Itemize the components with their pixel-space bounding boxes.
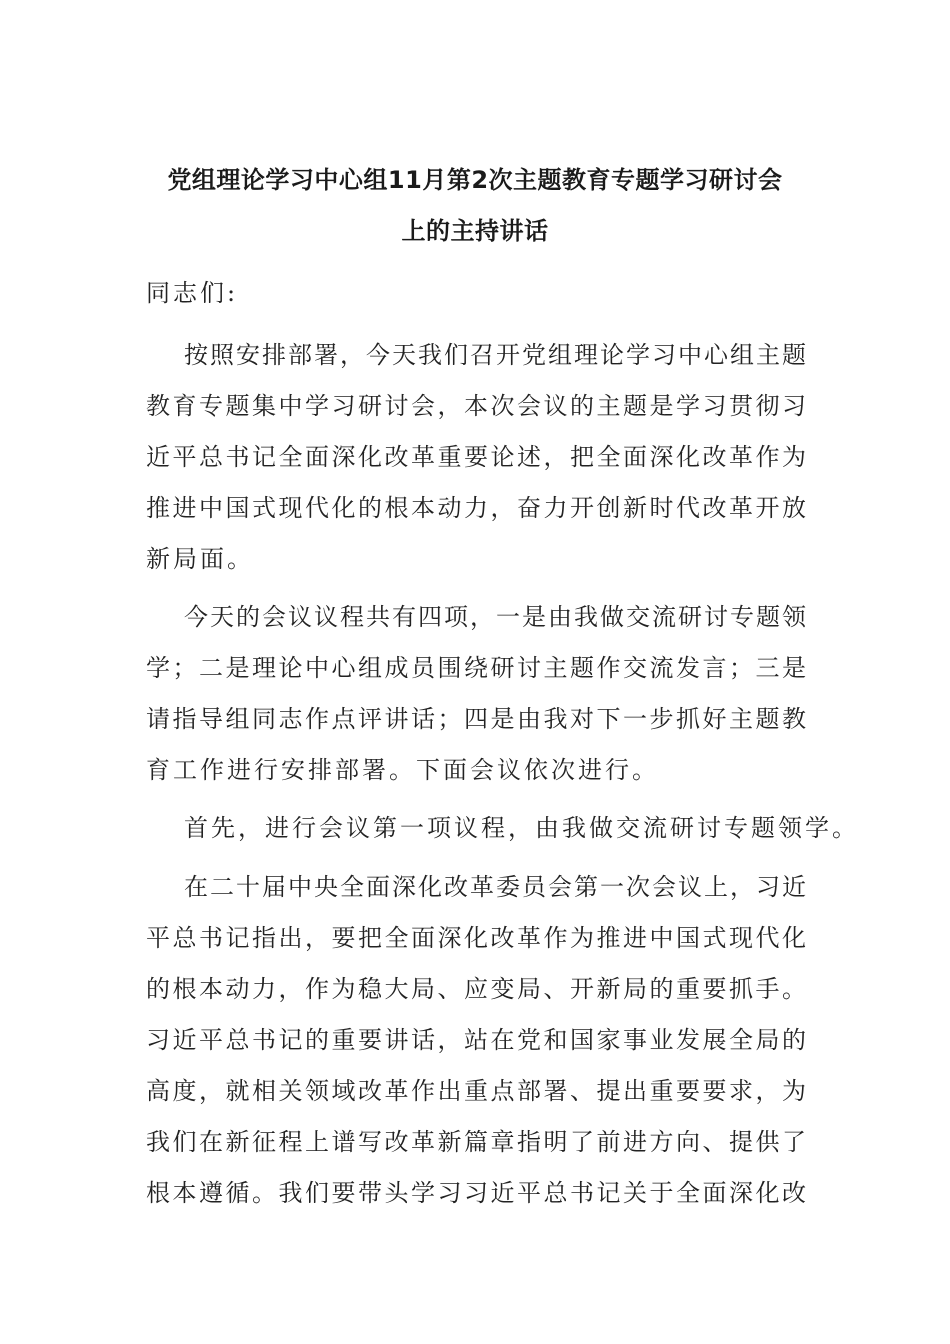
paragraph-2-line-1: 今天的会议议程共有四项，一是由我做交流研讨专题领 <box>184 603 806 631</box>
paragraph-4-line-4: 习近平总书记的重要讲话，站在党和国家事业发展全局的 <box>146 1026 806 1054</box>
paragraph-4-line-3: 的根本动力，作为稳大局、应变局、开新局的重要抓手。 <box>146 975 806 1003</box>
salutation: 同志们: <box>146 279 239 307</box>
paragraph-1-line-3: 近平总书记全面深化改革重要论述，把全面深化改革作为 <box>146 443 806 471</box>
document-title-line-1: 党组理论学习中心组11月第2次主题教育专题学习研讨会 <box>167 166 783 194</box>
document-title-line-2: 上的主持讲话 <box>401 217 549 245</box>
paragraph-4-line-2: 平总书记指出，要把全面深化改革作为推进中国式现代化 <box>146 924 806 952</box>
paragraph-4-line-5: 高度，就相关领域改革作出重点部署、提出重要要求，为 <box>146 1077 806 1105</box>
paragraph-1-line-4: 推进中国式现代化的根本动力，奋力开创新时代改革开放 <box>146 494 806 522</box>
paragraph-2-line-2: 学；二是理论中心组成员围绕研讨主题作交流发言；三是 <box>146 654 806 682</box>
paragraph-4-line-1: 在二十届中央全面深化改革委员会第一次会议上，习近 <box>184 873 806 901</box>
paragraph-2-line-4: 育工作进行安排部署。下面会议依次进行。 <box>146 756 659 784</box>
paragraph-4-line-7: 根本遵循。我们要带头学习习近平总书记关于全面深化改 <box>146 1179 806 1207</box>
paragraph-1-line-5: 新局面。 <box>146 545 254 573</box>
paragraph-4-line-6: 我们在新征程上谱写改革新篇章指明了前进方向、提供了 <box>146 1128 806 1156</box>
paragraph-2-line-3: 请指导组同志作点评讲话；四是由我对下一步抓好主题教 <box>146 705 806 733</box>
paragraph-1-line-1: 按照安排部署，今天我们召开党组理论学习中心组主题 <box>184 341 806 369</box>
paragraph-1-line-2: 教育专题集中学习研讨会，本次会议的主题是学习贯彻习 <box>146 392 806 420</box>
paragraph-3-line-1: 首先，进行会议第一项议程，由我做交流研讨专题领学。 <box>184 814 859 842</box>
